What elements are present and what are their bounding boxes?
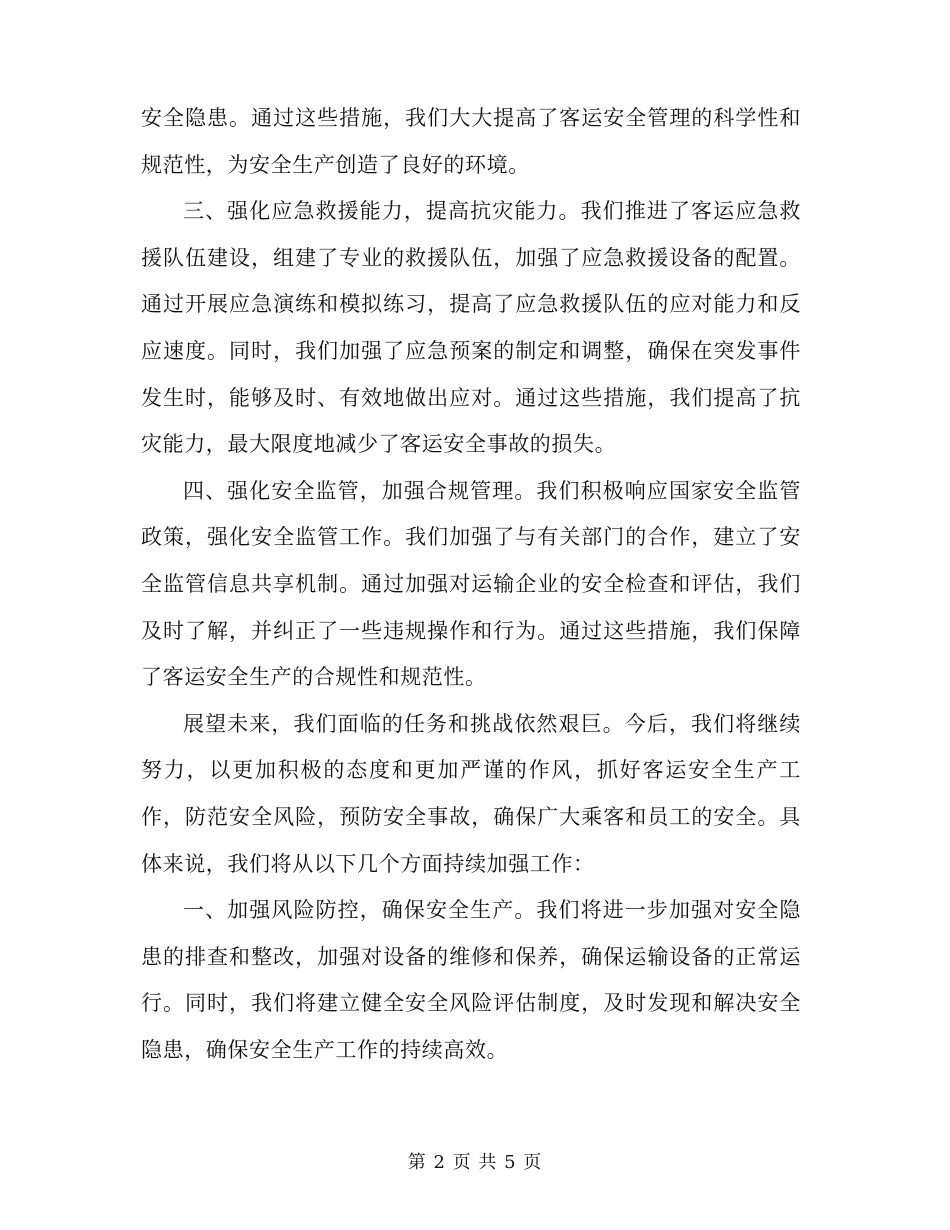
paragraph-section-4: 四、强化安全监管，加强合规管理。我们积极响应国家安全监管政策，强化安全监管工作。我们加强了与有关部门的合作，建立了安全监管信息共享机制。通过加强对运输企业的安全检查和评估，我们及时了解，并纠正了一些违规操作和行为。通过这些措施，我们保障了客运安全生产的合规性和规范性。 bbox=[141, 478, 801, 690]
paragraph-plan-1: 一、加强风险防控，确保安全生产。我们将进一步加强对安全隐患的排查和整改，加强对设备的维修和保养，确保运输设备的正常运行。同时，我们将建立健全安全风险评估制度，及时发现和解决安全隐患，确保安全生产工作的持续高效。 bbox=[141, 898, 801, 1062]
page-number-footer: 第 2 页 共 5 页 bbox=[407, 1152, 543, 1173]
document-body bbox=[141, 95, 801, 1073]
paragraph-outlook: 展望未来，我们面临的任务和挑战依然艰巨。今后，我们将继续努力，以更加积极的态度和更加严谨的作风，抓好客运安全生产工作，防范安全风险，预防安全事故，确保广大乘客和员工的安全。具体来说，我们将从以下几个方面持续加强工作： bbox=[141, 711, 801, 876]
paragraph-continuation: 安全隐患。通过这些措施，我们大大提高了客运安全管理的科学性和规范性，为安全生产创造了良好的环境。 bbox=[141, 106, 801, 177]
paragraph-section-3: 三、强化应急救援能力，提高抗灾能力。我们推进了客运应急救援队伍建设，组建了专业的救援队伍，加强了应急救援设备的配置。通过开展应急演练和模拟练习，提高了应急救援队伍的应对能力和反应速度。同时，我们加强了应急预案的制定和调整，确保在突发事件发生时，能够及时、有效地做出应对。通过这些措施，我们提高了抗灾能力，最大限度地减少了客运安全事故的损失。 bbox=[141, 199, 801, 457]
